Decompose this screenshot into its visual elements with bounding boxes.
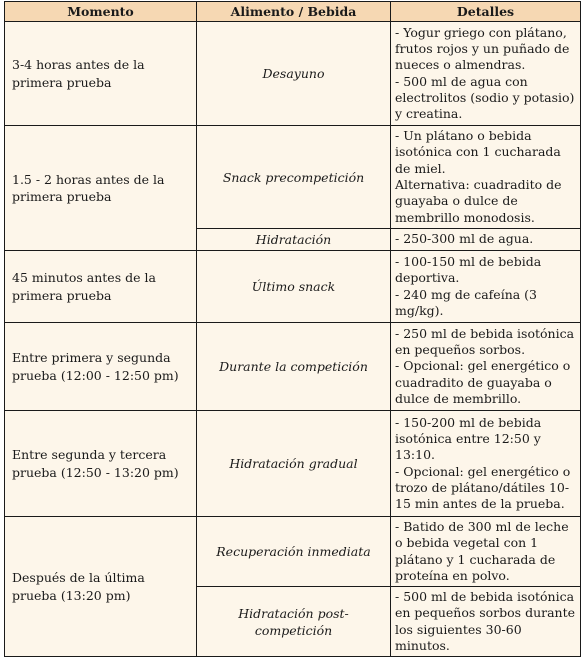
food-cell: Desayuno xyxy=(197,22,391,126)
header-food: Alimento / Bebida xyxy=(197,2,391,22)
details-cell xyxy=(391,251,581,323)
detail-line: - Yogur griego con plátano, frutos rojos y un puñado de nueces o almendras. xyxy=(395,24,570,73)
moment-cell: 3-4 horas antes de la primera prueba xyxy=(5,22,197,126)
details-cell xyxy=(391,229,581,251)
header-details: Detalles xyxy=(391,2,581,22)
details-cell xyxy=(391,411,581,517)
detail-line: - 250-300 ml de agua. xyxy=(395,231,534,247)
details-cell xyxy=(391,323,581,411)
detail-line: - 500 ml de agua con electrolitos (sodio y potasio) y creatina. xyxy=(395,73,575,122)
table-row xyxy=(5,411,581,517)
food-cell: Hidratación post-competición xyxy=(197,587,391,657)
details-cell xyxy=(391,517,581,587)
table-row xyxy=(5,126,581,229)
food-cell: Último snack xyxy=(197,251,391,323)
details-cell xyxy=(391,587,581,657)
table-row xyxy=(5,323,581,411)
moment-cell: Entre segunda y tercera prueba (12:50 - 13:20 pm) xyxy=(5,411,197,517)
food-cell: Recuperación inmediata xyxy=(197,517,391,587)
food-cell: Hidratación xyxy=(197,229,391,251)
nutrition-plan-table xyxy=(4,1,581,657)
detail-line: - 150-200 ml de bebida isotónica entre 12:50 y 13:10. xyxy=(395,414,542,463)
food-cell: Durante la competición xyxy=(197,323,391,411)
detail-line: - 250 ml de bebida isotónica en pequeños sorbos. xyxy=(395,325,575,358)
table-row xyxy=(5,517,581,587)
detail-line: - Un plátano o bebida isotónica con 1 cucharada de miel. xyxy=(395,128,561,176)
food-cell: Snack precompetición xyxy=(197,126,391,229)
header-moment: Momento xyxy=(5,2,197,22)
details-cell xyxy=(391,126,581,229)
moment-cell: Entre primera y segunda prueba (12:00 - 12:50 pm) xyxy=(5,323,197,411)
detail-line: - 500 ml de bebida isotónica en pequeños sorbos durante los siguientes 30-60 minutos. xyxy=(395,588,576,653)
detail-line: - 240 mg de cafeína (3 mg/kg). xyxy=(395,286,538,318)
food-cell: Hidratación gradual xyxy=(197,411,391,517)
details-cell xyxy=(391,22,581,126)
moment-cell: Después de la última prueba (13:20 pm) xyxy=(5,517,197,657)
table-row xyxy=(5,22,581,126)
detail-line: - Opcional: gel energético o cuadradito de guayaba o dulce de membrillo. xyxy=(395,358,571,406)
moment-cell: 45 minutos antes de la primera prueba xyxy=(5,251,197,323)
detail-line: - Batido de 300 ml de leche o bebida vegetal con 1 plátano y 1 cucharada de proteína en polvo. xyxy=(395,518,569,583)
detail-line: - Opcional: gel energético o trozo de plátano/dátiles 10-15 min antes de la prueba. xyxy=(395,463,571,512)
detail-line: - 100-150 ml de bebida deportiva. xyxy=(395,253,542,286)
header-row xyxy=(5,2,581,22)
moment-cell: 1.5 - 2 horas antes de la primera prueba xyxy=(5,126,197,251)
detail-line: Alternativa: cuadradito de guayaba o dulce de membrillo monodosis. xyxy=(395,177,562,225)
table-row xyxy=(5,251,581,323)
